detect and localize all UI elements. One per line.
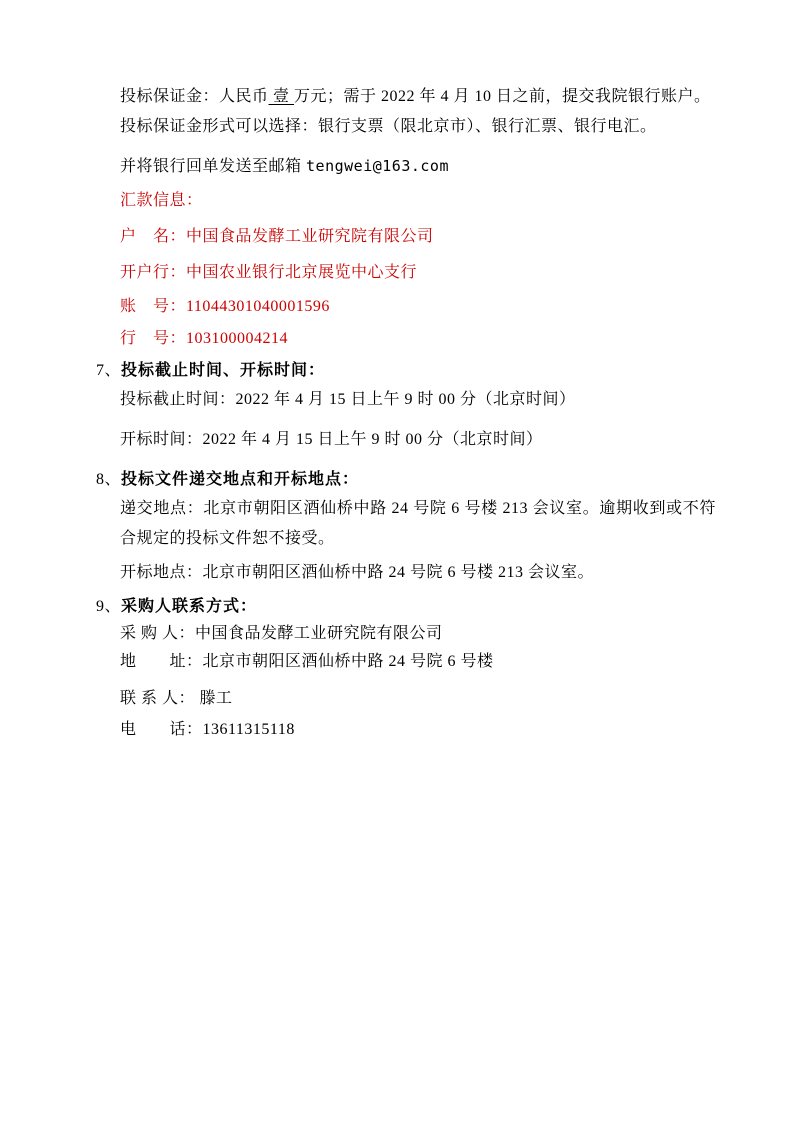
deposit-amount-underlined: 壹 bbox=[268, 88, 295, 105]
delivery-place-line: 递交地点：北京市朝阳区酒仙桥中路 24 号院 6 号楼 213 会议室。逾期收到或不符合规定的投标文件恕不接受。 bbox=[120, 500, 716, 547]
receipt-email: tengwei@163.com bbox=[306, 157, 449, 175]
contact-person-line: 联 系 人： 滕工 bbox=[120, 690, 233, 707]
section7-heading bbox=[96, 356, 735, 386]
remittance-account-number: 账 号：11044301040001596 bbox=[120, 298, 330, 315]
remittance-title: 汇款信息： bbox=[120, 192, 203, 209]
section7-number: 7、 bbox=[96, 362, 122, 379]
bid-deadline-line: 投标截止时间：2022 年 4 月 15 日上午 9 时 00 分（北京时间） bbox=[120, 391, 576, 408]
bank-receipt-text: 并将银行回单发送至邮箱 bbox=[120, 158, 307, 175]
section9-heading-text: 采购人联系方式： bbox=[121, 598, 258, 615]
section8-number: 8、 bbox=[96, 471, 122, 488]
bank-receipt-line bbox=[96, 151, 735, 182]
section7-heading-text: 投标截止时间、开标时间： bbox=[121, 362, 326, 379]
section8-heading bbox=[96, 465, 735, 495]
contact-phone-line: 电 话：13611315118 bbox=[120, 721, 295, 738]
deposit-amount-line bbox=[96, 82, 735, 112]
deposit-amount-pre: 投标保证金：人民币 bbox=[120, 88, 269, 105]
bid-opening-time-line: 开标时间：2022 年 4 月 15 日上午 9 时 00 分（北京时间） bbox=[120, 431, 543, 448]
opening-place-line: 开标地点：北京市朝阳区酒仙桥中路 24 号院 6 号楼 213 会议室。 bbox=[120, 564, 595, 581]
section9-number: 9、 bbox=[96, 598, 122, 615]
remittance-bank: 开户行：中国农业银行北京展览中心支行 bbox=[120, 264, 418, 281]
remittance-bank-number: 行 号：103100004214 bbox=[120, 330, 289, 347]
deposit-amount-post: 万元；需于 2022 年 4 月 10 日之前，提交我院银行账户。 bbox=[294, 88, 711, 105]
section9-heading bbox=[96, 592, 735, 622]
deposit-form-line: 投标保证金形式可以选择：银行支票（限北京市）、银行汇票、银行电汇。 bbox=[120, 118, 657, 135]
remittance-account-name: 户 名：中国食品发酵工业研究院有限公司 bbox=[120, 228, 434, 245]
section8-heading-text: 投标文件递交地点和开标地点： bbox=[121, 471, 360, 488]
buyer-address-line: 地 址：北京市朝阳区酒仙桥中路 24 号院 6 号楼 bbox=[120, 653, 494, 670]
buyer-line: 采 购 人：中国食品发酵工业研究院有限公司 bbox=[120, 625, 443, 642]
